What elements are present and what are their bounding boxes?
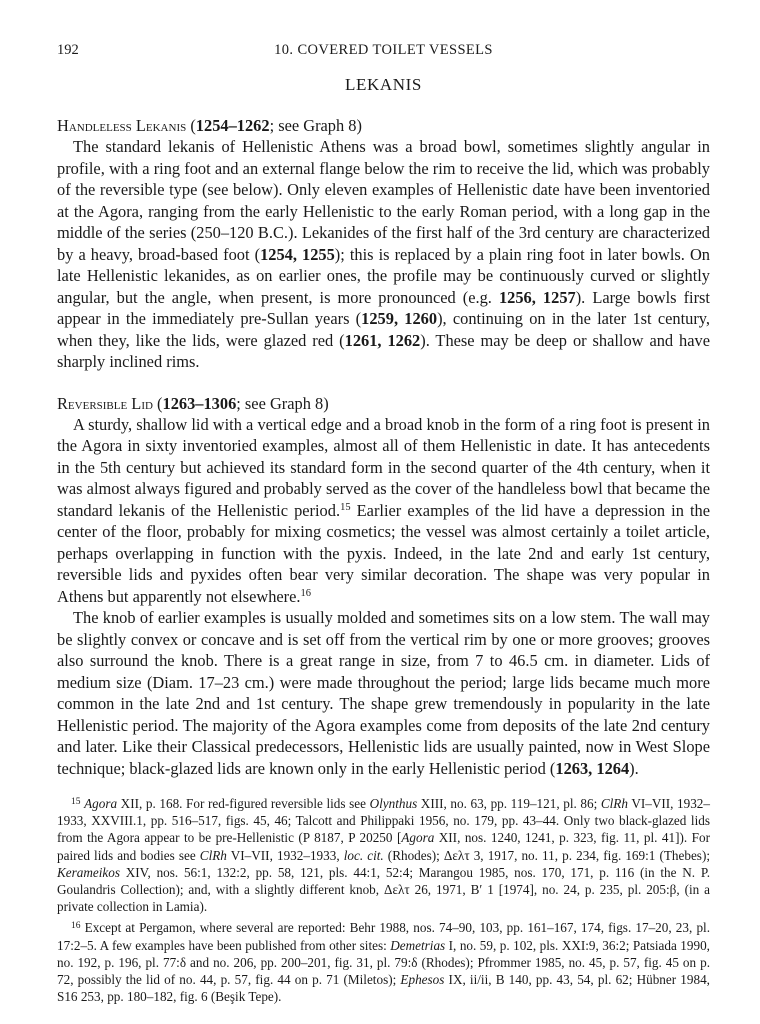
- italic-title: Agora: [401, 830, 435, 846]
- footnotes: [57, 795, 710, 1005]
- italic-title: Agora: [84, 796, 118, 811]
- heading-tail: ; see Graph 8): [236, 393, 329, 413]
- text-run: XII, p. 168. For red-figured reversible lids see: [117, 796, 370, 811]
- text-run: ).: [629, 758, 639, 778]
- heading-catalogue-range: 1263–1306: [162, 393, 237, 413]
- text-run: XIII, no. 63, pp. 119–121, pl. 86;: [417, 796, 601, 811]
- text-run: XII, nos. 1240, 1241, p. 323, fig. 11, pl. 41]). For paired lids and bodies see: [57, 830, 710, 863]
- catalogue-ref: 1256, 1257: [498, 287, 576, 307]
- footnote-number: 16: [71, 921, 81, 932]
- heading-label: Handleless Lekanis: [57, 116, 187, 135]
- text-run: ); this is replaced by a plain ring foot in later bowls. On late Hellenistic lekanides, as on earlier ones, the profile may be continuously curved or slightly angular, but the angle, when present, is more pronounced (e.g.: [57, 244, 710, 307]
- text-run: The knob of earlier examples is usually molded and sometimes sits on a low stem. The wall may be slightly convex or concave and is set off from the vertical rim by one or more grooves; grooves also surround the knob. There is a great range in size, from 7 to 46.5 cm. in diameter. Lids of medium size (Diam. 17–23 cm.) were made throughout the period; large lids became much more common in the late 2nd and 1st century. The shape grew tremendously in popularity in the late Hellenistic period. The majority of the Agora examples come from deposits of the late 2nd century and later. Like their Classical predecessors, Hellenistic lids are usually painted, now in West Slope technique; black-glazed lids are known only in the early Hellenistic period (: [57, 608, 710, 778]
- text-run: ). Large bowls first appear in the immediately pre-Sullan years (: [57, 287, 710, 328]
- text-run: Earlier examples of the lid have a depression in the center of the floor, probably for mixing cosmetics; the vessel was almost certainly a toilet article, perhaps overlapping in function with the pyxis. Indeed, in the late 2nd and early 1st century, reversible lids and pyxides often bear very similar decoration. The shape was very popular in Athens but apparently not elsewhere.: [57, 500, 710, 606]
- section-title: LEKANIS: [345, 75, 422, 94]
- handleless-lekanis-paragraph: [57, 136, 710, 373]
- catalogue-ref: 1254, 1255: [260, 244, 335, 264]
- heading-catalogue-range: 1254–1262: [195, 116, 270, 135]
- text-run: VI–VII, 1932–1933, XXVIII.1, pp. 516–517, figs. 45, 46; Talcott and Philippaki 1956, no. 179, pp. 43–44. Only two black-glazed lids from the Agora appear to be pre-Hellenistic (P 8187, P 20250 [: [57, 796, 710, 846]
- catalogue-ref: 1263, 1264: [555, 758, 630, 778]
- footnote-number: 15: [71, 797, 81, 807]
- footnote-16: [57, 919, 710, 1005]
- footnote-ref-16[interactable]: 16: [300, 587, 312, 599]
- footnote-15: [57, 795, 710, 915]
- italic-title: Kerameikos: [57, 864, 120, 880]
- footnote-ref-15[interactable]: 15: [340, 501, 351, 513]
- catalogue-ref: 1261, 1262: [344, 330, 421, 350]
- text-run: XIV, nos. 56:1, 132:2, pp. 58, 121, pls. 44:1, 52:4; Marangou 1985, nos. 170, 171, p. 116 (in the N. P. Goulandris Collection); and, with a slightly different knob, Δελτ 26, 1971, B′ 1 [1974], no. 24, p. 235, pl. 205:β, (in a private collection in Lamia).: [57, 864, 710, 915]
- page: [57, 42, 710, 1009]
- text-run: The standard lekanis of Hellenistic Athens was a broad bowl, sometimes slightly angular in profile, with a ring foot and an external flange below the rim to receive the lid, which was probably of the reversible type (see below). Only eleven examples of Hellenistic date have been inventoried at the Agora, ranging from the early Hellenistic to the early Roman period, with a long gap in the middle of the series (250–120 B.C.). Lekanides of the first half of the 3rd century are characterized by a heavy, broad-based foot (: [57, 137, 710, 264]
- running-head: [57, 42, 710, 64]
- reversible-lid-heading: Reversible Lid (1263–1306; see Graph 8): [57, 393, 329, 413]
- page-number: 192: [57, 42, 79, 58]
- italic-title: Olynthus: [369, 796, 418, 811]
- text-run: A sturdy, shallow lid with a vertical edge and a broad knob in the form of a ring foot is present in the Agora in sixty inventoried examples, almost all of them Hellenistic in date. It has antecedents in the 5th century but achieved its standard form in the second quarter of the 4th century, when it was almost always figured and probably served as the cover of the handleless bowl that became the standard lekanis of the Hellenistic period.: [57, 414, 710, 520]
- heading-tail: ; see Graph 8): [269, 116, 362, 135]
- heading-label: Reversible Lid: [57, 393, 153, 413]
- reversible-lid-paragraph-1: [57, 414, 710, 608]
- italic-title: ClRh: [199, 847, 227, 863]
- text-run: I, no. 59, p. 102, pls. XXI:9, 36:2; Patsiada 1990, no. 192, p. 196, pl. 77:δ and no. 206, pp. 200–201, fig. 31, pl. 79:δ (Rhodes); Pfrommer 1985, no. 45, p. 57, fig. 45 on p. 72, possibly the lid of no. 44, p. 57, fig. 44 on p. 71 (Miletos);: [57, 937, 710, 988]
- text-run: ), continuing on in the later 1st century, when they, like the lids, were glazed red (: [57, 309, 711, 350]
- text-run: ). These may be deep or shallow and have sharply inclined rims.: [57, 330, 710, 371]
- italic-title: Demetrias: [390, 937, 446, 953]
- italic-title: loc. cit.: [343, 847, 384, 863]
- text-run: IX, ii/ii, B 140, pp. 43, 54, pl. 62; Hübner 1984, S16 253, pp. 180–182, fig. 6 (Beşik Tepe).: [57, 972, 710, 1005]
- chapter-title: 10. COVERED TOILET VESSELS: [274, 42, 493, 58]
- text-run: (Rhodes); Δελτ 3, 1917, no. 11, p. 234, fig. 169:1 (Thebes);: [383, 847, 710, 863]
- text-run: Except at Pergamon, where several are reported: Behr 1988, nos. 74–90, 103, pp. 161–167, 174, figs. 17–20, 23, pl. 17:2–5. A few examples have been published from other sites:: [57, 920, 711, 953]
- italic-title: Ephesos: [400, 972, 445, 988]
- italic-title: ClRh: [600, 796, 628, 811]
- text-run: VI–VII, 1932–1933,: [226, 847, 344, 863]
- catalogue-ref: 1259, 1260: [361, 309, 438, 328]
- handleless-lekanis-heading: Handleless Lekanis (1254–1262; see Graph 8): [57, 116, 362, 135]
- reversible-lid-paragraph-2: [57, 607, 710, 779]
